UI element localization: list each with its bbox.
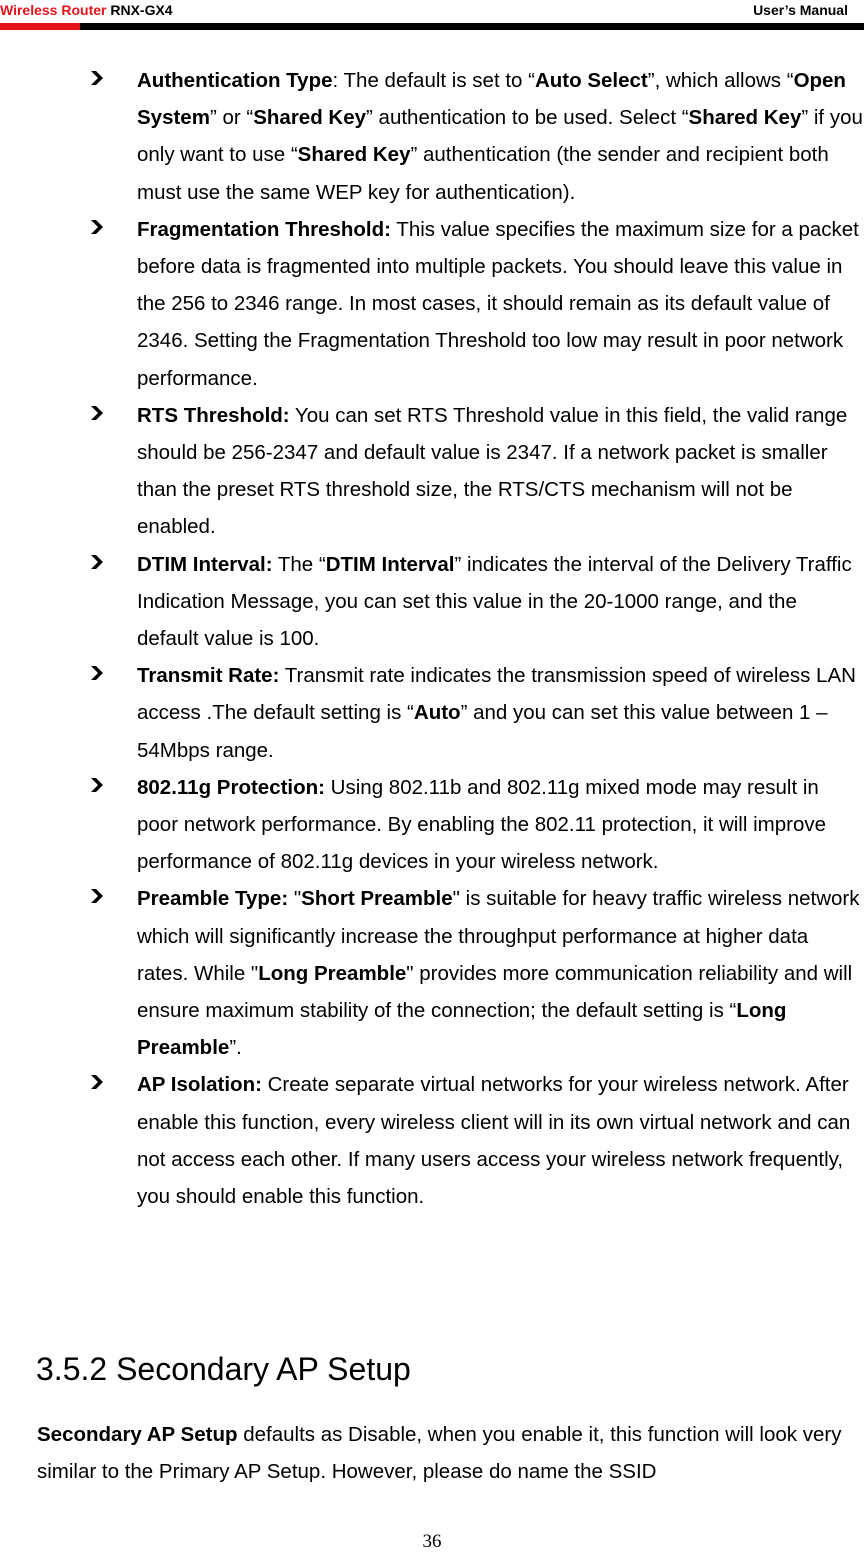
- item-text: [137, 769, 864, 881]
- item-term: Authentication Type: [137, 69, 333, 92]
- chevron-right-icon: [85, 885, 107, 907]
- section-title: 3.5.2 Secondary AP Setup: [36, 1351, 411, 1387]
- section-paragraph: [37, 1416, 849, 1490]
- item-description: : The default is set to “: [332, 69, 535, 92]
- header-model: RNX-GX4: [110, 2, 173, 18]
- header-manual-title: User’s Manual: [753, 2, 848, 18]
- item-description: ” indicates the interval of the Delivery Traffic Indication Message, you can set this value in the 20-1000 range, and the default value is 100.: [137, 552, 852, 651]
- item-term: Preamble Type:: [137, 887, 289, 911]
- item-emphasis: Open System: [137, 69, 846, 130]
- item-description: ” authentication to be used. Select “: [366, 106, 689, 130]
- page-number: 36: [422, 1531, 442, 1552]
- chevron-right-icon: [85, 662, 107, 684]
- item-description: ” authentication (the sender and recipient both must use the same WEP key for authentication).: [137, 143, 829, 204]
- list-item: [0, 397, 864, 546]
- item-description: Using 802.11b and 802.11g mixed mode may result in poor network performance. By enabling the 802.11 protection, it will improve performance of 802.11g devices in your wireless network.: [137, 775, 827, 874]
- item-text: [137, 657, 864, 769]
- item-term: AP Isolation:: [137, 1073, 262, 1097]
- item-description: " is suitable for heavy traffic wireless network which will significantly increase the throughput performance at higher data rates. While ": [137, 887, 860, 985]
- item-description: ” if you only want to use “: [137, 106, 863, 167]
- list-item: [0, 769, 864, 881]
- item-emphasis: Long Preamble: [258, 961, 407, 985]
- item-emphasis: DTIM Interval: [325, 552, 455, 576]
- settings-list: [0, 62, 864, 1215]
- item-description: ": [288, 887, 302, 911]
- header-brand: Wireless Router: [0, 2, 107, 18]
- item-emphasis: Shared Key: [253, 106, 367, 130]
- header-product: [0, 2, 173, 18]
- item-emphasis: Shared Key: [688, 106, 802, 130]
- item-text: [137, 880, 864, 1066]
- list-item: [0, 880, 864, 1066]
- section-body: defaults as Disable, when you enable it, this function will look very similar to the Primary AP Setup. However, please do name the SSID: [37, 1423, 842, 1484]
- item-term: DTIM Interval:: [137, 552, 273, 576]
- chevron-right-icon: [85, 216, 107, 238]
- item-text: [137, 211, 864, 397]
- list-item: [0, 546, 864, 658]
- chevron-right-icon: [85, 67, 107, 89]
- item-term: Transmit Rate:: [137, 664, 280, 688]
- item-description: ” and you can set this value between 1 – 54Mbps range.: [137, 701, 828, 762]
- list-item: [0, 211, 864, 397]
- list-item: [0, 1066, 864, 1215]
- item-description: " provides more communication reliability and will ensure maximum stability of the connection; the default setting is “: [137, 961, 853, 1023]
- list-item: [0, 62, 864, 211]
- page-header: [0, 0, 864, 34]
- item-emphasis: Short Preamble: [301, 887, 453, 911]
- header-rule: [80, 23, 864, 30]
- item-description: ”, which allows “: [647, 69, 794, 92]
- item-emphasis: Shared Key: [297, 143, 411, 167]
- item-description: ” or “: [209, 106, 254, 130]
- item-description: The “: [272, 552, 326, 576]
- item-text: [137, 62, 864, 211]
- item-term: Fragmentation Threshold:: [137, 217, 391, 241]
- item-term: 802.11g Protection:: [137, 775, 325, 799]
- list-item: [0, 657, 864, 769]
- item-text: [137, 1066, 864, 1215]
- item-description: Create separate virtual networks for your wireless network. After enable this function, every wireless client will in its own virtual network and can not access each other. If many users access your wireless network frequently, you should enable this function.: [137, 1073, 851, 1209]
- section-lead: Secondary AP Setup: [37, 1423, 238, 1446]
- item-description: Transmit rate indicates the transmission speed of wireless LAN access .The default setting is “: [137, 664, 856, 725]
- item-text: [137, 397, 864, 546]
- header-rule-accent: [0, 23, 80, 30]
- item-emphasis: Auto: [413, 701, 461, 725]
- item-description: You can set RTS Threshold value in this field, the valid range should be 256-2347 and default value is 2347. If a network packet is smaller than the preset RTS threshold size, the RTS/CTS mechanism will not be enabled.: [137, 403, 848, 539]
- item-description: ”.: [229, 1036, 242, 1060]
- chevron-right-icon: [85, 551, 107, 573]
- item-term: RTS Threshold:: [137, 403, 290, 427]
- chevron-right-icon: [85, 402, 107, 424]
- item-description: This value specifies the maximum size for a packet before data is fragmented into multiple packets. You should leave this value in the 256 to 2346 range. In most cases, it should remain as its default value of 2346. Setting the Fragmentation Threshold too low may result in poor network performance.: [137, 217, 859, 390]
- chevron-right-icon: [85, 1071, 107, 1093]
- item-emphasis: Auto Select: [534, 69, 648, 92]
- item-text: [137, 546, 864, 658]
- item-emphasis: Long Preamble: [137, 999, 787, 1060]
- chevron-right-icon: [85, 774, 107, 796]
